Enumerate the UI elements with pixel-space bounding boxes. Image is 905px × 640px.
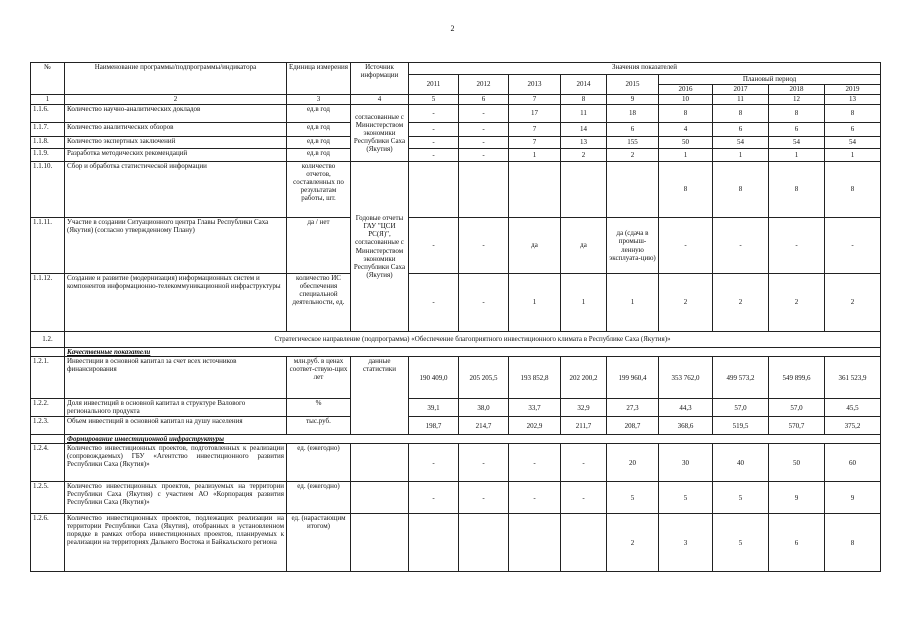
page-number: 2 xyxy=(450,24,455,33)
row-number: 1.1.11. xyxy=(31,218,65,274)
section-title: Стратегическое направление (подпрограмма) «Обеспечение благоприятного инвестиционного климата в Республике Саха (Якутия)» xyxy=(65,332,881,348)
indicator-name: Создание и развитие (модернизация) информационных систем и компонентов информационно-телекоммуникационной инфраструктуры xyxy=(65,274,287,332)
value-cell: 45,5 xyxy=(825,399,881,417)
value-cell: 8 xyxy=(769,105,825,123)
indicators-table xyxy=(30,62,881,572)
value-cell: - xyxy=(825,218,881,274)
value-cell: 375,2 xyxy=(825,417,881,435)
table-row xyxy=(31,417,881,435)
value-cell: 5 xyxy=(607,482,659,514)
value-cell xyxy=(607,162,659,218)
unit-cell: млн.руб. в ценах соответ-ствую-щих лет xyxy=(287,357,351,399)
value-cell: 2 xyxy=(659,274,713,332)
row-number: 1.1.8. xyxy=(31,137,65,149)
table-row xyxy=(31,162,881,218)
unit-cell: тыс.руб. xyxy=(287,417,351,435)
source-cell xyxy=(351,482,409,514)
table-row xyxy=(31,105,881,123)
value-cell: 190 409,0 xyxy=(409,357,459,399)
value-cell: 1 xyxy=(713,149,769,162)
value-cell xyxy=(459,514,509,572)
empty-cell xyxy=(31,348,65,357)
value-cell: 57,0 xyxy=(769,399,825,417)
value-cell: 50 xyxy=(769,444,825,482)
value-cell: 202 200,2 xyxy=(561,357,607,399)
column-number: 1 xyxy=(31,95,65,105)
value-cell: 211,7 xyxy=(561,417,607,435)
column-number: 11 xyxy=(713,95,769,105)
value-cell: 353 762,0 xyxy=(659,357,713,399)
header-year: 2011 xyxy=(409,75,459,95)
value-cell: 3 xyxy=(659,514,713,572)
table-row xyxy=(31,514,881,572)
value-cell: 499 573,2 xyxy=(713,357,769,399)
header-plan: Плановый период xyxy=(659,75,881,85)
header-year: 2013 xyxy=(509,75,561,95)
value-cell: 14 xyxy=(561,123,607,137)
unit-cell: ед.в год xyxy=(287,105,351,123)
source-cell: данные статистики xyxy=(351,357,409,435)
value-cell: - xyxy=(409,123,459,137)
value-cell: - xyxy=(509,482,561,514)
value-cell: 32,9 xyxy=(561,399,607,417)
value-cell: - xyxy=(561,444,607,482)
value-cell: 60 xyxy=(825,444,881,482)
value-cell: - xyxy=(409,149,459,162)
column-number: 9 xyxy=(607,95,659,105)
value-cell: 13 xyxy=(561,137,607,149)
value-cell: - xyxy=(509,444,561,482)
value-cell: 193 852,8 xyxy=(509,357,561,399)
value-cell xyxy=(409,162,459,218)
unit-cell: ед.в год xyxy=(287,123,351,137)
column-number: 8 xyxy=(561,95,607,105)
value-cell: 7 xyxy=(509,137,561,149)
value-cell: - xyxy=(409,444,459,482)
source-cell: согласованные с Министерством экономики Республики Саха (Якутия) xyxy=(351,105,409,162)
value-cell: 1 xyxy=(509,274,561,332)
value-cell: - xyxy=(659,218,713,274)
row-number: 1.2.2. xyxy=(31,399,65,417)
value-cell: 8 xyxy=(713,162,769,218)
value-cell: 38,0 xyxy=(459,399,509,417)
section-number: 1.2. xyxy=(31,332,65,348)
header-values: Значения показателей xyxy=(409,63,881,75)
subheading: Формирование инвестиционной инфраструктуры xyxy=(65,435,881,444)
column-number: 4 xyxy=(351,95,409,105)
table-row xyxy=(31,444,881,482)
section-row xyxy=(31,332,881,348)
table-row xyxy=(31,123,881,137)
value-cell: 202,9 xyxy=(509,417,561,435)
value-cell: 50 xyxy=(659,137,713,149)
table-row xyxy=(31,482,881,514)
row-number: 1.2.5. xyxy=(31,482,65,514)
row-number: 1.2.6. xyxy=(31,514,65,572)
indicator-name: Разработка методических рекомендаций xyxy=(65,149,287,162)
value-cell: - xyxy=(409,274,459,332)
value-cell: 519,5 xyxy=(713,417,769,435)
value-cell xyxy=(459,162,509,218)
column-number: 7 xyxy=(509,95,561,105)
value-cell: 1 xyxy=(509,149,561,162)
header-year: 2016 xyxy=(659,85,713,95)
value-cell: 20 xyxy=(607,444,659,482)
value-cell: 368,6 xyxy=(659,417,713,435)
value-cell: 17 xyxy=(509,105,561,123)
unit-cell: ед.в год xyxy=(287,137,351,149)
value-cell: 5 xyxy=(713,482,769,514)
table-row xyxy=(31,149,881,162)
table-row xyxy=(31,399,881,417)
value-cell: 2 xyxy=(713,274,769,332)
row-number: 1.2.1. xyxy=(31,357,65,399)
indicator-name: Количество инвестиционных проектов, подлежащих реализации на территории Республики Саха (Якутия), отобранных в установленном порядке в рамках отбора инвестиционных проектов, планируемых к реализации на территориях Дальнего Востока и Байкальского региона xyxy=(65,514,287,572)
value-cell: - xyxy=(459,444,509,482)
row-number: 1.2.4. xyxy=(31,444,65,482)
value-cell: 2 xyxy=(825,274,881,332)
column-number: 3 xyxy=(287,95,351,105)
value-cell: 205 205,5 xyxy=(459,357,509,399)
value-cell: да xyxy=(509,218,561,274)
value-cell: - xyxy=(459,105,509,123)
header-year: 2014 xyxy=(561,75,607,95)
value-cell: 40 xyxy=(713,444,769,482)
value-cell xyxy=(561,162,607,218)
value-cell: 11 xyxy=(561,105,607,123)
indicator-name: Объем инвестиций в основной капитал на душу населения xyxy=(65,417,287,435)
column-number: 5 xyxy=(409,95,459,105)
unit-cell: ед.в год xyxy=(287,149,351,162)
value-cell: 39,1 xyxy=(409,399,459,417)
value-cell: 54 xyxy=(825,137,881,149)
value-cell: 6 xyxy=(713,123,769,137)
column-number: 12 xyxy=(769,95,825,105)
value-cell: 8 xyxy=(659,105,713,123)
source-cell xyxy=(351,444,409,482)
value-cell: 2 xyxy=(561,149,607,162)
value-cell: 1 xyxy=(659,149,713,162)
value-cell: - xyxy=(769,218,825,274)
value-cell: - xyxy=(409,218,459,274)
value-cell: - xyxy=(713,218,769,274)
column-number: 13 xyxy=(825,95,881,105)
table-row xyxy=(31,357,881,399)
row-number: 1.1.10. xyxy=(31,162,65,218)
value-cell: 8 xyxy=(825,105,881,123)
unit-cell: ед. (нарастающим итогом) xyxy=(287,514,351,572)
indicator-name: Сбор и обработка статистической информации xyxy=(65,162,287,218)
value-cell: 6 xyxy=(769,514,825,572)
value-cell: 8 xyxy=(713,105,769,123)
value-cell: - xyxy=(409,105,459,123)
value-cell: 30 xyxy=(659,444,713,482)
value-cell: 2 xyxy=(607,514,659,572)
value-cell: - xyxy=(459,482,509,514)
indicator-name: Участие в создании Ситуационного центра Главы Республики Саха (Якутия) (согласно утвержденному Плану) xyxy=(65,218,287,274)
row-number: 1.1.12. xyxy=(31,274,65,332)
value-cell: 33,7 xyxy=(509,399,561,417)
value-cell: 2 xyxy=(769,274,825,332)
header-year: 2019 xyxy=(825,85,881,95)
header-year: 2017 xyxy=(713,85,769,95)
value-cell: 5 xyxy=(659,482,713,514)
column-number: 10 xyxy=(659,95,713,105)
column-numbers-row xyxy=(31,95,881,105)
empty-cell xyxy=(31,435,65,444)
value-cell: 570,7 xyxy=(769,417,825,435)
unit-cell: % xyxy=(287,399,351,417)
unit-cell: количество отчетов, составленных по результатам работы, шт. xyxy=(287,162,351,218)
row-number: 1.1.9. xyxy=(31,149,65,162)
header-year: 2018 xyxy=(769,85,825,95)
unit-cell: количество ИС обеспечения специальной деятельности, ед. xyxy=(287,274,351,332)
indicator-name: Инвестиции в основной капитал за счет всех источников финансирования xyxy=(65,357,287,399)
value-cell: 208,7 xyxy=(607,417,659,435)
header-year: 2012 xyxy=(459,75,509,95)
value-cell: - xyxy=(409,482,459,514)
value-cell: 1 xyxy=(825,149,881,162)
unit-cell: да / нет xyxy=(287,218,351,274)
value-cell xyxy=(409,514,459,572)
value-cell: 5 xyxy=(713,514,769,572)
value-cell: 199 960,4 xyxy=(607,357,659,399)
row-number: 1.1.6. xyxy=(31,105,65,123)
value-cell: 6 xyxy=(825,123,881,137)
value-cell: 198,7 xyxy=(409,417,459,435)
unit-cell: ед. (ежегодно) xyxy=(287,444,351,482)
value-cell: 44,3 xyxy=(659,399,713,417)
header-no: № xyxy=(31,63,65,95)
indicator-name: Доля инвестиций в основной капитал в структуре Валового регионального продукта xyxy=(65,399,287,417)
value-cell: - xyxy=(459,274,509,332)
value-cell: да xyxy=(561,218,607,274)
indicator-name: Количество инвестиционных проектов, реализуемых на территории Республики Саха (Якутия) с участием АО «Корпорация развития Республики Саха (Якутия)» xyxy=(65,482,287,514)
indicator-name: Количество аналитических обзоров xyxy=(65,123,287,137)
row-number: 1.2.3. xyxy=(31,417,65,435)
value-cell: да (сдача в промыш-ленную эксплуата-цию) xyxy=(607,218,659,274)
table-row xyxy=(31,137,881,149)
value-cell: 18 xyxy=(607,105,659,123)
subheading: Качественные показатели xyxy=(65,348,881,357)
value-cell: 6 xyxy=(769,123,825,137)
value-cell: 2 xyxy=(607,149,659,162)
value-cell: 8 xyxy=(825,514,881,572)
value-cell: 214,7 xyxy=(459,417,509,435)
value-cell: 54 xyxy=(713,137,769,149)
indicator-name: Количество инвестиционных проектов, подготовленных к реализации (сопровождаемых) ГБУ «Агентство инвестиционного развития Республики Саха (Якутия)» xyxy=(65,444,287,482)
value-cell: 9 xyxy=(825,482,881,514)
value-cell: - xyxy=(459,149,509,162)
value-cell: 4 xyxy=(659,123,713,137)
value-cell: 27,3 xyxy=(607,399,659,417)
header-name: Наименование программы/подпрограммы/индикатора xyxy=(65,63,287,95)
table-row xyxy=(31,274,881,332)
header-year: 2015 xyxy=(607,75,659,95)
value-cell: 8 xyxy=(825,162,881,218)
value-cell: 1 xyxy=(561,274,607,332)
subheading-row xyxy=(31,435,881,444)
subheading-row xyxy=(31,348,881,357)
value-cell: - xyxy=(409,137,459,149)
value-cell: - xyxy=(459,137,509,149)
unit-cell: ед. (ежегодно) xyxy=(287,482,351,514)
value-cell: 1 xyxy=(607,274,659,332)
source-cell xyxy=(351,514,409,572)
value-cell: 57,0 xyxy=(713,399,769,417)
table-row xyxy=(31,218,881,274)
value-cell: 7 xyxy=(509,123,561,137)
value-cell: 6 xyxy=(607,123,659,137)
value-cell: 1 xyxy=(769,149,825,162)
value-cell: 8 xyxy=(769,162,825,218)
value-cell: 361 523,9 xyxy=(825,357,881,399)
indicator-name: Количество научно-аналитических докладов xyxy=(65,105,287,123)
value-cell: 9 xyxy=(769,482,825,514)
value-cell: - xyxy=(561,482,607,514)
value-cell xyxy=(561,514,607,572)
indicator-name: Количество экспертных заключений xyxy=(65,137,287,149)
value-cell: 54 xyxy=(769,137,825,149)
column-number: 2 xyxy=(65,95,287,105)
value-cell: - xyxy=(459,218,509,274)
value-cell xyxy=(509,514,561,572)
column-number: 6 xyxy=(459,95,509,105)
value-cell: - xyxy=(459,123,509,137)
header-unit: Единица измерения xyxy=(287,63,351,95)
value-cell: 549 899,6 xyxy=(769,357,825,399)
source-cell: Годовые отчеты ГАУ "ЦСИ РС(Я)", согласованные с Министерством экономики Республики Саха (Якутия) xyxy=(351,162,409,332)
row-number: 1.1.7. xyxy=(31,123,65,137)
value-cell xyxy=(509,162,561,218)
header-source: Источник информации xyxy=(351,63,409,95)
value-cell: 8 xyxy=(659,162,713,218)
value-cell: 155 xyxy=(607,137,659,149)
